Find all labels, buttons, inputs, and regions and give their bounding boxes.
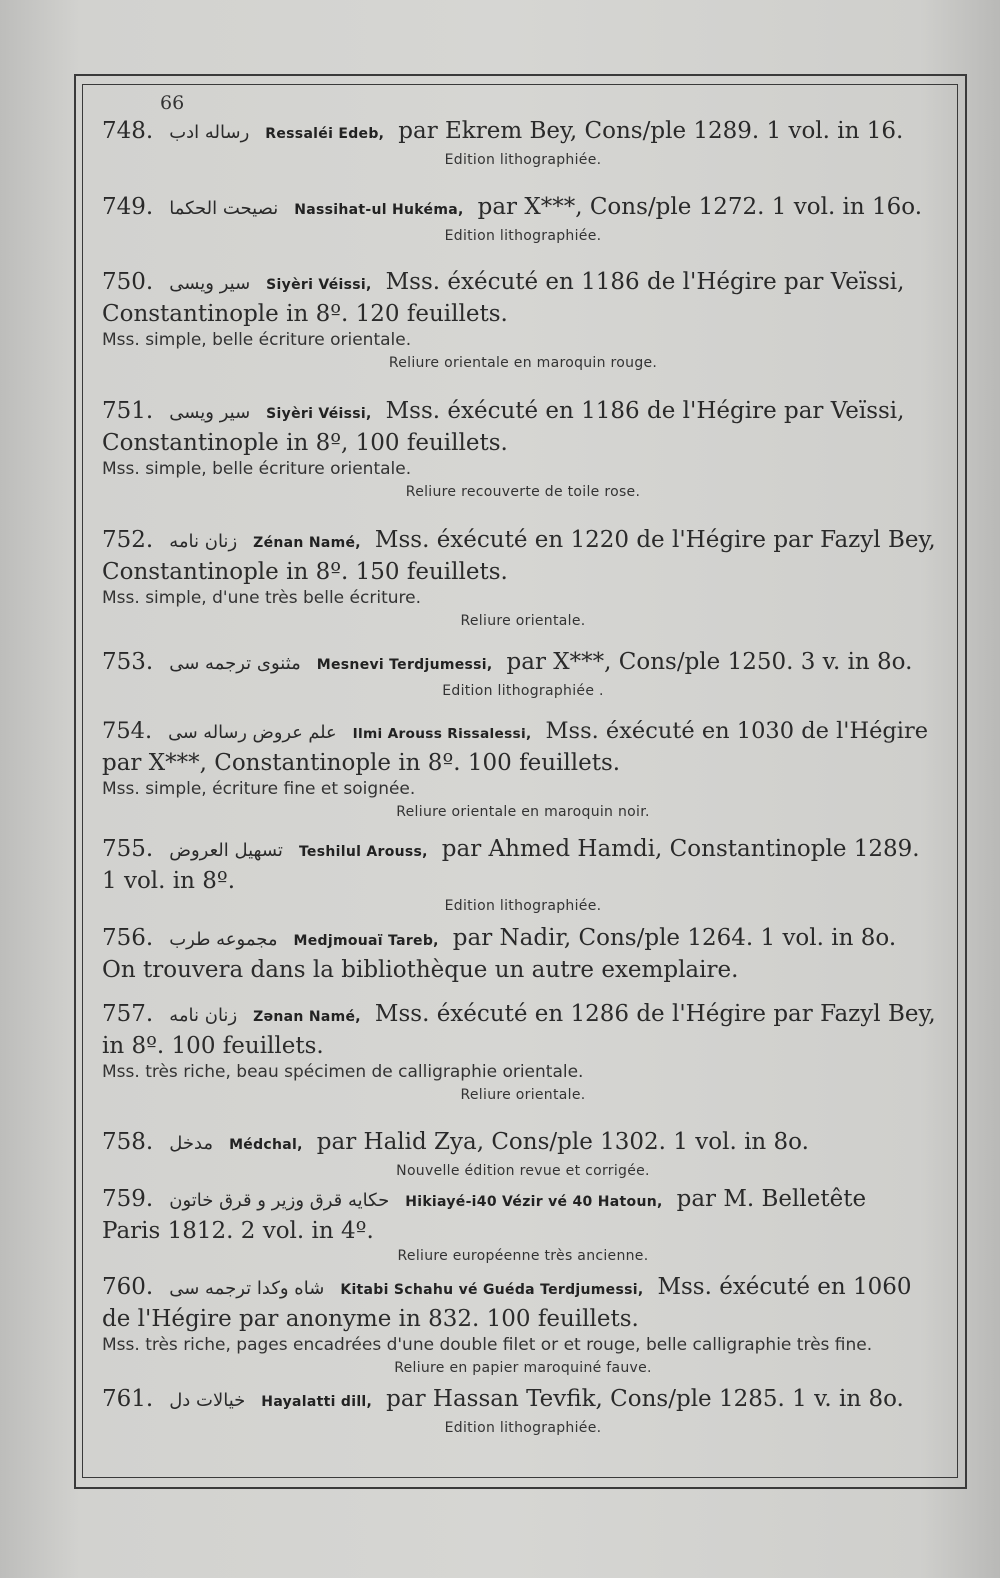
entry-arabic-title: رساله ادب <box>169 122 250 143</box>
entry-continuation: On trouvera dans la bibliothèque un autre exemplaire. <box>102 957 739 983</box>
entry-binding-note: Nouvelle édition revue et corrigée. <box>396 1163 650 1179</box>
entry-arabic-title: زنان نامه <box>169 531 238 552</box>
catalog-entry <box>102 924 944 984</box>
entry-number: 760. <box>102 1274 154 1300</box>
catalog-entry <box>102 648 944 702</box>
entry-arabic-title: سير ويسى <box>169 402 251 423</box>
catalog-entry <box>102 268 944 374</box>
entry-number: 748. <box>102 118 154 144</box>
entry-binding-note: Edition lithographiée. <box>444 1420 602 1436</box>
entry-binding-note: Edition lithographiée. <box>444 228 602 244</box>
catalog-entry <box>102 1273 944 1379</box>
entry-continuation: de l'Hégire par anonyme in 832. 100 feuillets. <box>102 1306 639 1332</box>
entry-arabic-title: خيالات دل <box>169 1390 246 1411</box>
catalog-entry <box>102 1185 944 1267</box>
entry-arabic-title: تسهيل العروض <box>169 840 283 861</box>
entry-number: 755. <box>102 836 154 862</box>
entry-heading-line <box>102 717 944 749</box>
entry-continuation: 1 vol. in 8º. <box>102 868 236 894</box>
entry-arabic-title: مجموعه طرب <box>169 929 278 950</box>
entry-continuation: in 8º. 100 feuillets. <box>102 1033 324 1059</box>
catalog-entry <box>102 1385 944 1439</box>
entry-arabic-title: زنان نامه <box>169 1005 238 1026</box>
entry-description: Mss. éxécuté en 1186 de l'Hégire par Veïssi, <box>385 269 905 295</box>
entry-arabic-title: حكايه قرق وزير و قرق خاتون <box>169 1190 390 1211</box>
entry-binding-note: Reliure orientale en maroquin noir. <box>396 804 650 820</box>
entry-manuscript-note: Mss. très riche, beau spécimen de calligraphie orientale. <box>102 1062 584 1082</box>
entry-description: par X***, Cons/ple 1272. 1 vol. in 16o. <box>477 194 923 220</box>
catalog-entry <box>102 1128 944 1182</box>
entry-binding-note: Reliure orientale. <box>460 613 586 629</box>
entry-heading-line <box>102 835 944 867</box>
entry-binding-note: Edition lithographiée . <box>442 683 604 699</box>
entry-heading-line <box>102 193 944 225</box>
entry-description: par Nadir, Cons/ple 1264. 1 vol. in 8o. <box>452 925 897 951</box>
entry-manuscript-note: Mss. très riche, pages encadrées d'une double filet or et rouge, belle calligraphie très fine. <box>102 1335 873 1355</box>
entry-heading-line <box>102 117 944 149</box>
entry-continuation: Paris 1812. 2 vol. in 4º. <box>102 1218 374 1244</box>
entry-heading-line <box>102 1273 944 1305</box>
entry-arabic-title: سير ويسى <box>169 273 251 294</box>
entry-continuation: Constantinople in 8º, 100 feuillets. <box>102 430 508 456</box>
entry-binding-note: Edition lithographiée. <box>444 898 602 914</box>
catalog-entry <box>102 526 944 632</box>
catalog-entry <box>102 397 944 503</box>
entry-continuation: Constantinople in 8º. 150 feuillets. <box>102 559 508 585</box>
entry-heading-line <box>102 397 944 429</box>
entry-number: 756. <box>102 925 154 951</box>
entry-heading-line <box>102 1000 944 1032</box>
entry-description: par X***, Cons/ple 1250. 3 v. in 8o. <box>506 649 913 675</box>
entry-binding-note: Edition lithographiée. <box>444 152 602 168</box>
entry-title: Médchal, <box>229 1137 303 1153</box>
entry-binding-note: Reliure en papier maroquiné fauve. <box>394 1360 652 1376</box>
entry-number: 759. <box>102 1186 154 1212</box>
entry-title: Nassihat-ul Hukéma, <box>294 202 464 218</box>
catalog-entry <box>102 717 944 823</box>
entry-number: 754. <box>102 718 153 744</box>
catalog-entry <box>102 835 944 917</box>
entry-title: Mesnevi Terdjumessi, <box>316 657 493 673</box>
entry-heading-line <box>102 268 944 300</box>
entry-title: Siyèri Véissi, <box>266 406 372 422</box>
entry-arabic-title: علم عروض رساله سى <box>168 723 337 743</box>
entry-number: 757. <box>102 1001 154 1027</box>
entry-number: 753. <box>102 649 154 675</box>
entry-continuation: par X***, Constantinople in 8º. 100 feuillets. <box>102 750 621 776</box>
entry-heading-line <box>102 648 944 680</box>
entry-manuscript-note: Mss. simple, écriture fine et soignée. <box>102 779 416 799</box>
entry-title: Teshilul Arouss, <box>298 844 428 860</box>
entry-title: Medjmouaï Tareb, <box>293 933 439 949</box>
entry-title: Zénan Namé, <box>253 535 361 551</box>
entry-number: 749. <box>102 194 154 220</box>
entry-number: 750. <box>102 269 154 295</box>
entry-description: par M. Belletête <box>676 1186 867 1212</box>
entry-title: Hikiayé-i40 Vézir vé 40 Hatoun, <box>405 1194 663 1210</box>
catalog-entry <box>102 193 944 247</box>
entry-binding-note: Reliure recouverte de toile rose. <box>405 484 641 500</box>
entry-binding-note: Reliure orientale. <box>460 1087 586 1103</box>
entry-description: Mss. éxécuté en 1186 de l'Hégire par Veïssi, <box>385 398 905 424</box>
entry-description: par Hassan Tevfik, Cons/ple 1285. 1 v. in 8o. <box>386 1386 904 1412</box>
entry-heading-line <box>102 1385 944 1417</box>
entry-binding-note: Reliure orientale en maroquin rouge. <box>388 355 658 371</box>
entry-heading-line <box>102 526 944 558</box>
entry-heading-line <box>102 1185 944 1217</box>
entry-description: Mss. éxécuté en 1060 <box>657 1274 912 1300</box>
entry-title: Hayalatti dill, <box>261 1394 373 1410</box>
page-number: 66 <box>160 92 185 114</box>
entry-description: par Ekrem Bey, Cons/ple 1289. 1 vol. in 16. <box>398 118 904 144</box>
entry-heading-line <box>102 924 944 956</box>
entry-arabic-title: شاه وكدا ترجمه سى <box>169 1278 325 1299</box>
entry-title: Ressaléi Edeb, <box>265 126 385 142</box>
entry-arabic-title: مدخل <box>169 1133 214 1154</box>
catalog-entry <box>102 117 944 171</box>
catalog-entry <box>102 1000 944 1106</box>
entry-description: par Halid Zya, Cons/ple 1302. 1 vol. in 8o. <box>316 1129 809 1155</box>
entry-number: 751. <box>102 398 154 424</box>
entry-title: Kitabi Schahu vé Guéda Terdjumessi, <box>340 1282 644 1298</box>
entry-title: Siyèri Véissi, <box>266 277 372 293</box>
entry-description: par Ahmed Hamdi, Constantinople 1289. <box>441 836 920 862</box>
entry-description: Mss. éxécuté en 1030 de l'Hégire <box>545 718 929 744</box>
entry-number: 761. <box>102 1386 154 1412</box>
entry-arabic-title: مثنوى ترجمه سى <box>169 653 301 674</box>
entry-title: Ilmi Arouss Rissalessi, <box>352 726 532 742</box>
entry-manuscript-note: Mss. simple, belle écriture orientale. <box>102 459 412 479</box>
entry-manuscript-note: Mss. simple, belle écriture orientale. <box>102 330 412 350</box>
entry-manuscript-note: Mss. simple, d'une très belle écriture. <box>102 588 421 608</box>
entry-description: Mss. éxécuté en 1220 de l'Hégire par Fazyl Bey, <box>374 527 936 553</box>
entry-description: Mss. éxécuté en 1286 de l'Hégire par Fazyl Bey, <box>374 1001 936 1027</box>
entry-heading-line <box>102 1128 944 1160</box>
entry-number: 758. <box>102 1129 154 1155</box>
entry-number: 752. <box>102 527 154 553</box>
entry-title: Zənan Namé, <box>253 1009 361 1025</box>
entry-binding-note: Reliure européenne très ancienne. <box>397 1248 649 1264</box>
entry-continuation: Constantinople in 8º. 120 feuillets. <box>102 301 508 327</box>
entry-arabic-title: نصيحت الحكما <box>169 198 279 219</box>
